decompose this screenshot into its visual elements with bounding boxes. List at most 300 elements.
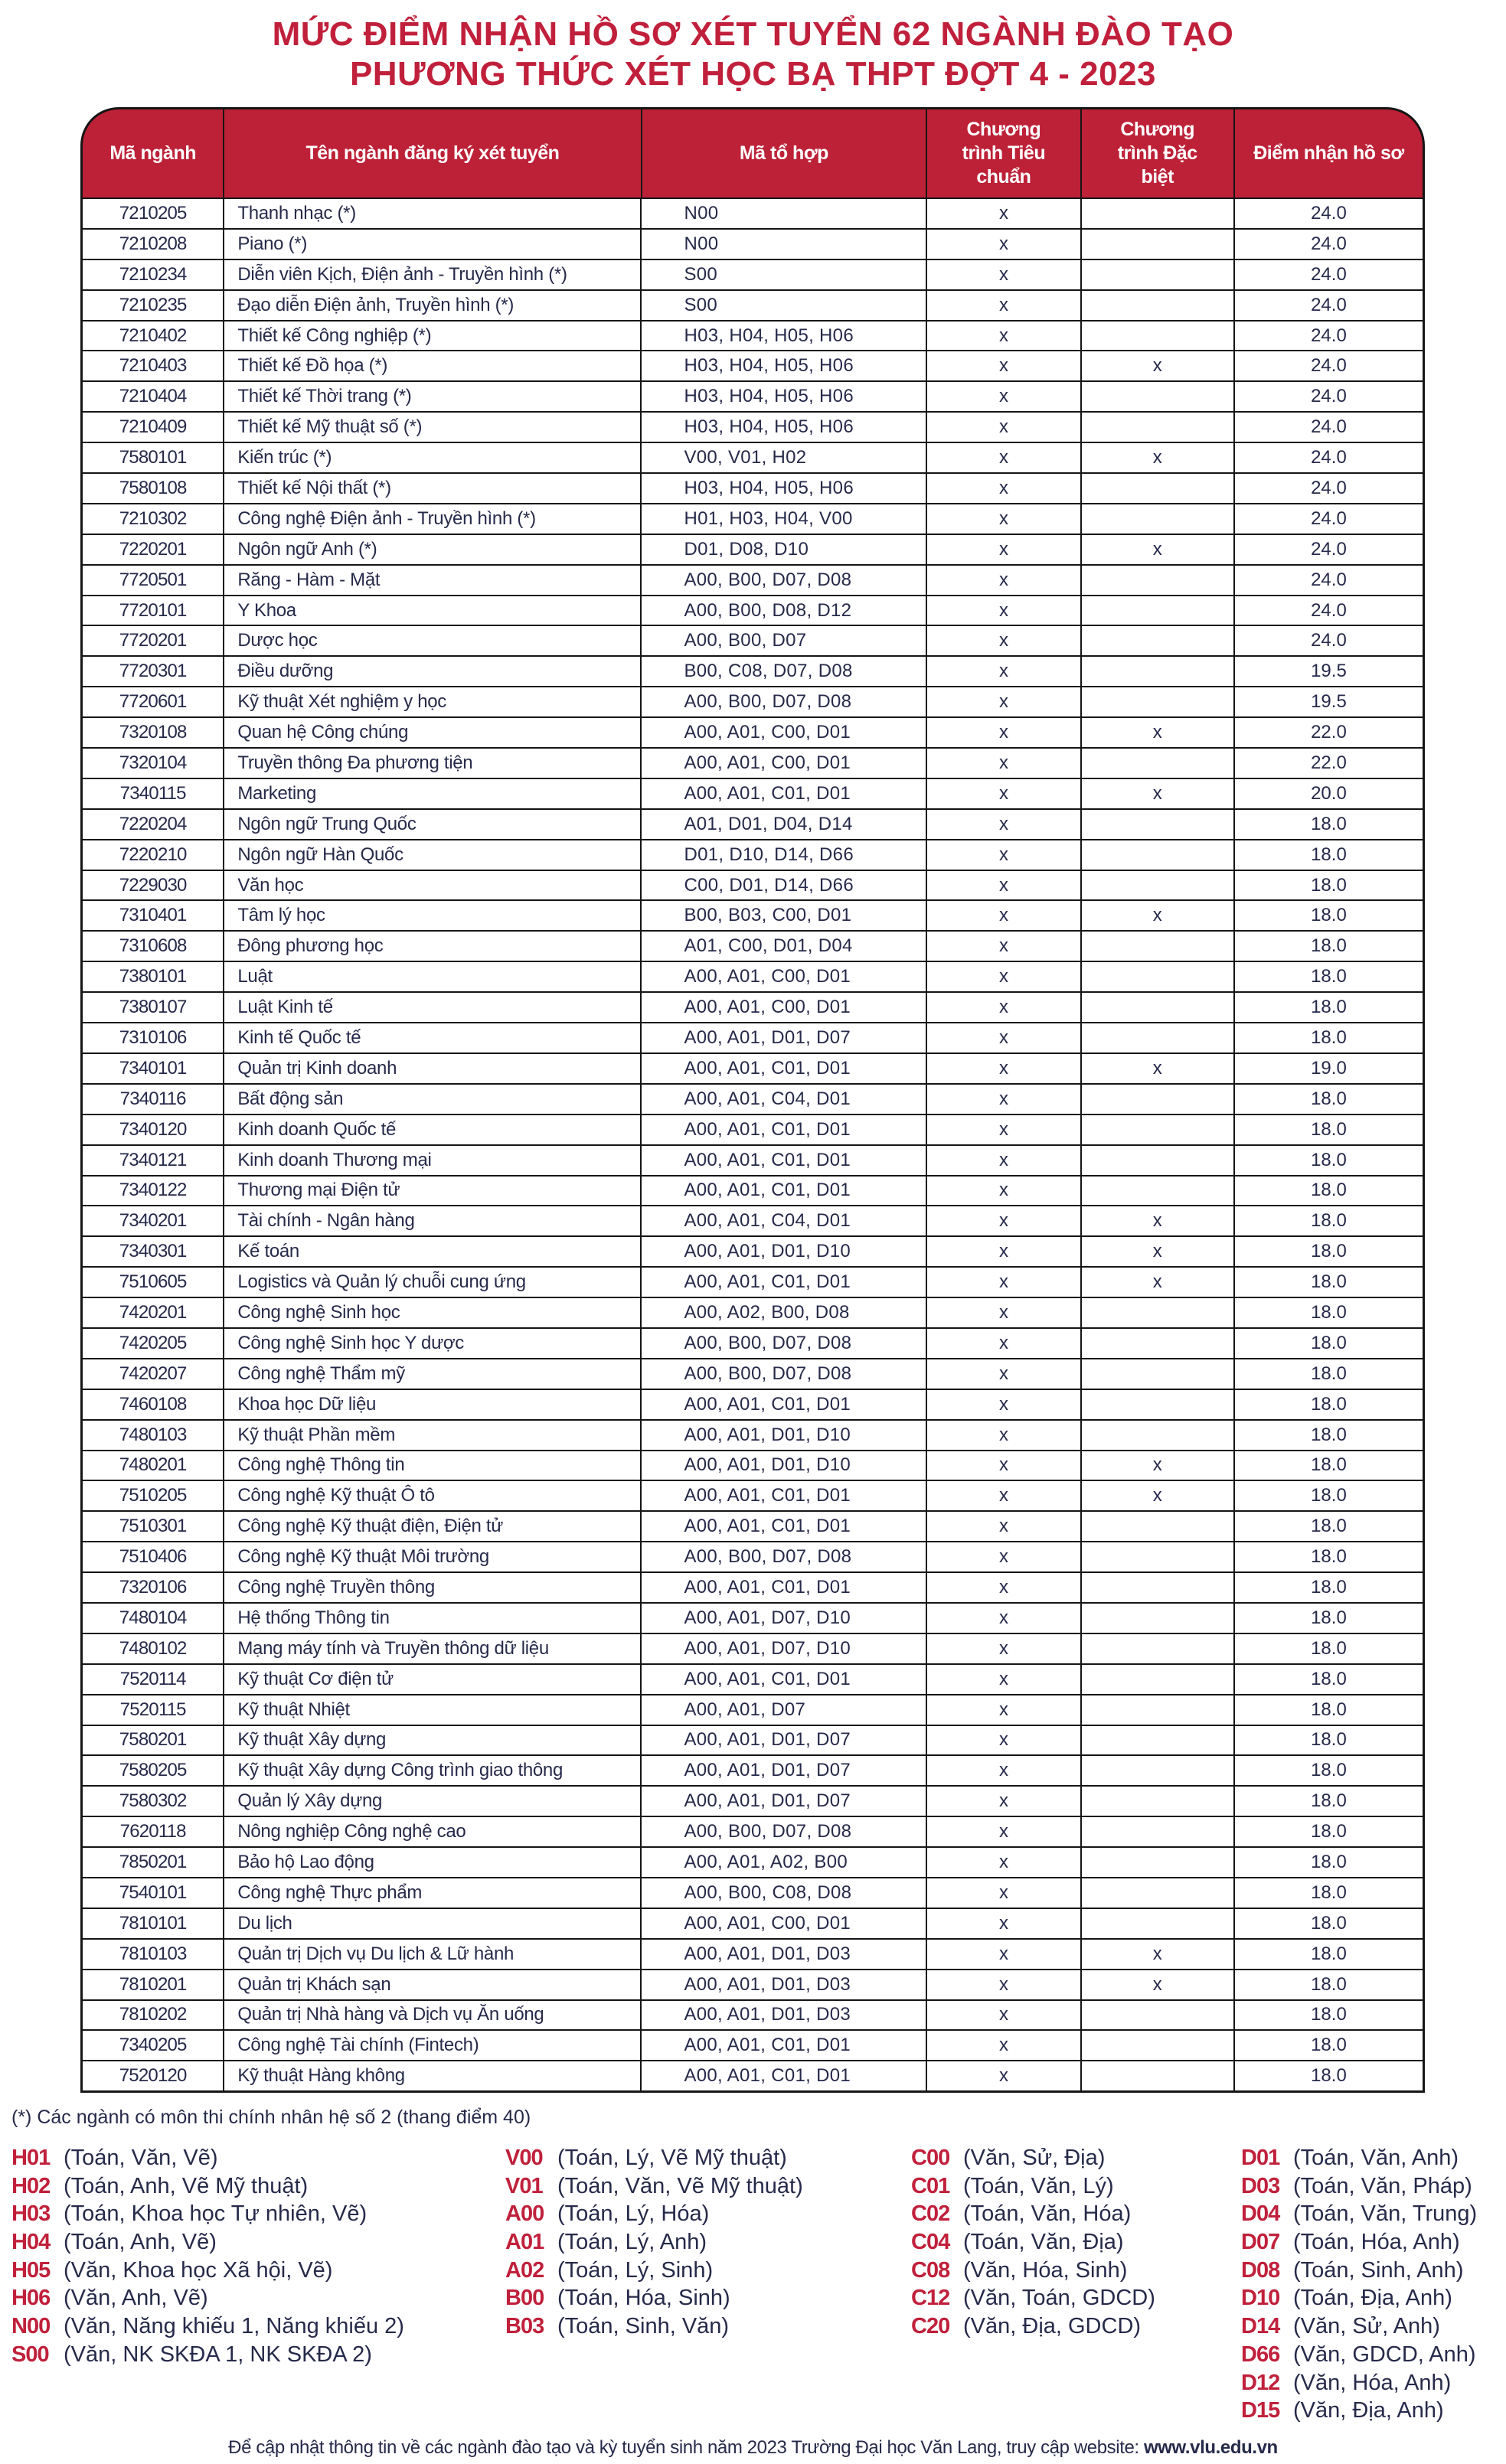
cell-standard: x (927, 840, 1081, 870)
cell-standard: x (927, 1878, 1081, 1908)
cell-standard: x (927, 1085, 1081, 1114)
cell-score: 24.0 (1311, 386, 1347, 407)
cell-name: Răng - Hàm - Mặt (224, 566, 642, 595)
cell-name: Kỹ thuật Xét nghiệm y học (224, 687, 642, 716)
cell-standard: x (927, 1970, 1081, 1999)
cell-standard: x (927, 1451, 1081, 1480)
legend-item (911, 2172, 1155, 2201)
cell-combo: A00, A01, D01, D10 (642, 1237, 927, 1266)
cell-code: 7340101 (83, 1054, 224, 1083)
legend-description: (Văn, Toán, GDCD) (963, 2286, 1155, 2311)
table-row (83, 1389, 1423, 1419)
cell-combo: A00, B00, D07, D08 (642, 1359, 927, 1389)
legend-description: (Toán, Lý, Sinh) (557, 2257, 714, 2283)
legend-description: (Toán, Văn, Lý) (963, 2173, 1114, 2198)
cell-name: Công nghệ Sinh học Y dược (224, 1329, 642, 1358)
cell-name: Kinh tế Quốc tế (224, 1023, 642, 1053)
cell-standard: x (927, 443, 1081, 472)
legend-item (911, 2200, 1155, 2228)
cell-code: 7310608 (83, 932, 224, 961)
cell-combo: A00, B00, D08, D12 (642, 596, 927, 625)
table-row (83, 1419, 1423, 1450)
table-row (83, 1022, 1423, 1053)
cell-special (1082, 626, 1235, 655)
cell-special (1082, 1329, 1235, 1358)
cell-special: x (1082, 1940, 1235, 1969)
cell-special (1082, 1848, 1235, 1877)
cell-score: 18.0 (1311, 1760, 1347, 1781)
cell-code: 7380101 (83, 962, 224, 991)
cell-score: 18.0 (1311, 1881, 1347, 1903)
cell-combo: A00, B00, D07, D08 (642, 1329, 927, 1358)
cell-combo: A00, A01, D01, D10 (642, 1421, 927, 1450)
cell-score: 19.5 (1311, 661, 1347, 682)
cell-standard: x (927, 1665, 1081, 1694)
cell-code: 7810103 (83, 1940, 224, 1969)
table-row (83, 2060, 1423, 2090)
cell-name: Kinh doanh Quốc tế (224, 1115, 642, 1144)
legend-description: (Toán, Sinh, Anh) (1293, 2257, 1464, 2283)
cell-code: 7210234 (83, 260, 224, 289)
legend-item (911, 2228, 1155, 2257)
cell-special (1082, 321, 1235, 351)
cell-special: x (1082, 779, 1235, 808)
cell-special (1082, 1787, 1235, 1816)
table-row (83, 320, 1423, 351)
cell-name: Kỹ thuật Hàng không (224, 2061, 642, 2090)
header-combo: Mã tổ hợp (642, 109, 928, 197)
cell-special (1082, 1604, 1235, 1633)
cell-combo: N00 (642, 199, 927, 228)
cell-combo: A01, D01, D04, D14 (642, 810, 927, 839)
cell-special (1082, 1390, 1235, 1419)
cell-score: 24.0 (1311, 599, 1347, 621)
cell-combo: C00, D01, D14, D66 (642, 871, 927, 900)
cell-special (1082, 1665, 1235, 1694)
cell-combo: A00, A01, C01, D01 (642, 2061, 927, 2090)
cell-standard: x (927, 1604, 1081, 1633)
cell-name: Kỹ thuật Nhiệt (224, 1695, 642, 1725)
cell-code: 7580201 (83, 1726, 224, 1755)
legend-code: N00 (11, 2314, 51, 2339)
legend-code: D01 (1241, 2146, 1280, 2170)
cell-standard: x (927, 535, 1081, 564)
cell-combo: S00 (642, 260, 927, 289)
table-row (83, 625, 1423, 655)
cell-code: 7850201 (83, 1848, 224, 1877)
cell-name: Truyền thông Đa phương tiện (224, 749, 642, 778)
legend-code: H01 (11, 2146, 51, 2170)
cell-special (1082, 504, 1235, 534)
cell-name: Kế toán (224, 1237, 642, 1266)
table-row (83, 1725, 1423, 1755)
cell-code: 7810101 (83, 1909, 224, 1938)
cell-special (1082, 1177, 1235, 1206)
legend-description: (Văn, Hóa, Anh) (1293, 2370, 1452, 2395)
cell-score: 18.0 (1311, 2004, 1347, 2025)
legend-item (505, 2200, 803, 2228)
cell-standard: x (927, 962, 1081, 991)
cell-standard: x (927, 626, 1081, 655)
cell-name: Kỹ thuật Cơ điện tử (224, 1665, 642, 1694)
cell-code: 7210402 (83, 321, 224, 351)
cell-name: Thương mại Điện tử (224, 1177, 642, 1206)
legend-description: (Toán, Lý, Vẽ Mỹ thuật) (557, 2146, 787, 2170)
cell-code: 7380107 (83, 993, 224, 1022)
cell-special: x (1082, 443, 1235, 472)
cell-combo: A00, A01, C01, D01 (642, 1665, 927, 1694)
cell-code: 7210403 (83, 351, 224, 380)
cell-combo: A00, A01, D01, D03 (642, 1940, 927, 1969)
cell-combo: A00, A01, D01, D07 (642, 1756, 927, 1785)
cell-name: Ngôn ngữ Anh (*) (224, 535, 642, 564)
cell-code: 7340122 (83, 1177, 224, 1206)
table-row (83, 686, 1423, 716)
header-name: Tên ngành đăng ký xét tuyển (224, 109, 642, 197)
cell-standard: x (927, 1237, 1081, 1266)
table-row (83, 534, 1423, 564)
cell-name: Khoa học Dữ liệu (224, 1390, 642, 1419)
table-row (83, 655, 1423, 686)
cell-standard: x (927, 779, 1081, 808)
cell-standard: x (927, 1909, 1081, 1938)
cell-code: 7510301 (83, 1512, 224, 1541)
legend-description: (Văn, Năng khiếu 1, Năng khiếu 2) (64, 2314, 404, 2339)
cell-code: 7480103 (83, 1421, 224, 1450)
legend-description: (Toán, Sinh, Văn) (557, 2314, 730, 2339)
cell-combo: A00, A01, C01, D01 (642, 1177, 927, 1206)
legend-code: C12 (911, 2286, 950, 2311)
cell-special (1082, 1634, 1235, 1663)
legend-description: (Toán, Hóa, Sinh) (557, 2286, 730, 2311)
cell-score: 18.0 (1311, 1454, 1347, 1476)
cell-code: 7340121 (83, 1146, 224, 1175)
legend-description: (Văn, Anh, Vẽ) (64, 2286, 208, 2311)
cell-combo: A00, A01, C00, D01 (642, 718, 927, 747)
table-row (83, 259, 1423, 289)
cell-score: 18.0 (1311, 1699, 1347, 1720)
cell-name: Công nghệ Điện ảnh - Truyền hình (*) (224, 504, 642, 534)
table-row (83, 1571, 1423, 1602)
cell-name: Marketing (224, 779, 642, 808)
table-row (83, 1327, 1423, 1358)
table-body (80, 197, 1425, 2093)
cell-special (1082, 1359, 1235, 1389)
legend-description: (Văn, Địa, GDCD) (963, 2314, 1142, 2339)
legend-column-c (911, 2144, 1155, 2341)
cell-name: Công nghệ Kỹ thuật điện, Điện tử (224, 1512, 642, 1541)
cell-combo: A00, B00, D07, D08 (642, 687, 927, 716)
legend-code: C04 (911, 2230, 950, 2255)
table-row (83, 1663, 1423, 1694)
cell-score: 24.0 (1311, 507, 1347, 529)
table-row (83, 930, 1423, 961)
table-row (83, 1450, 1423, 1480)
table-row (83, 1846, 1423, 1877)
cell-standard: x (927, 382, 1081, 411)
table-row (83, 411, 1423, 442)
cell-code: 7480201 (83, 1451, 224, 1480)
header-standard-program (927, 109, 1081, 197)
cell-score: 24.0 (1311, 630, 1347, 651)
cell-special (1082, 199, 1235, 228)
cell-standard: x (927, 1695, 1081, 1725)
table-row (83, 1633, 1423, 1663)
cell-standard: x (927, 1756, 1081, 1785)
legend-description: (Toán, Văn, Vẽ) (64, 2146, 218, 2170)
cell-name: Mạng máy tính và Truyền thông dữ liệu (224, 1634, 642, 1663)
cell-score: 18.0 (1311, 1180, 1347, 1201)
cell-score: 18.0 (1311, 1271, 1347, 1293)
cell-special (1082, 810, 1235, 839)
cell-standard: x (927, 749, 1081, 778)
cell-special: x (1082, 1481, 1235, 1510)
cell-combo: A00, A01, C01, D01 (642, 1054, 927, 1083)
cell-special (1082, 1115, 1235, 1144)
cell-standard: x (927, 1268, 1081, 1297)
cell-special: x (1082, 1237, 1235, 1266)
table-row (83, 1908, 1423, 1938)
cell-code: 7580302 (83, 1787, 224, 1816)
legend-description: (Toán, Anh, Vẽ Mỹ thuật) (64, 2173, 309, 2198)
cell-combo: A00, A01, D01, D03 (642, 1970, 927, 1999)
table-row (83, 839, 1423, 870)
legend-item (11, 2341, 404, 2369)
cell-special (1082, 1756, 1235, 1785)
cell-name: Công nghệ Thẩm mỹ (224, 1359, 642, 1389)
legend-code: D66 (1241, 2342, 1280, 2367)
cell-combo: A00, B00, D07 (642, 626, 927, 655)
cell-code: 7320104 (83, 749, 224, 778)
cell-combo: D01, D10, D14, D66 (642, 840, 927, 870)
cell-combo: A00, B00, C08, D08 (642, 1878, 927, 1908)
cell-code: 7220204 (83, 810, 224, 839)
cell-standard: x (927, 2031, 1081, 2060)
cell-code: 7210404 (83, 382, 224, 411)
cell-standard: x (927, 596, 1081, 625)
cell-combo: B00, C08, D07, D08 (642, 657, 927, 686)
cell-special (1082, 1909, 1235, 1938)
cell-special (1082, 1573, 1235, 1602)
legend-description: (Toán, Văn, Anh) (1293, 2146, 1459, 2170)
cell-standard: x (927, 1787, 1081, 1816)
cell-standard: x (927, 1177, 1081, 1206)
legend-description: (Toán, Địa, Anh) (1293, 2286, 1452, 2311)
cell-name: Thiết kế Mỹ thuật số (*) (224, 413, 642, 442)
cell-standard: x (927, 566, 1081, 595)
legend-description: (Toán, Lý, Anh) (557, 2230, 707, 2255)
cell-standard: x (927, 1940, 1081, 1969)
legend-code: S00 (11, 2342, 49, 2367)
cell-special: x (1082, 535, 1235, 564)
legend-code: D03 (1241, 2173, 1280, 2198)
legend-item (1241, 2341, 1477, 2369)
table-row (83, 778, 1423, 808)
cell-score: 24.0 (1311, 263, 1347, 285)
table-row (83, 350, 1423, 380)
cell-standard: x (927, 1421, 1081, 1450)
cell-standard: x (927, 1023, 1081, 1053)
legend-item (11, 2144, 404, 2172)
cell-code: 7720601 (83, 687, 224, 716)
table-row (83, 961, 1423, 991)
cell-name: Piano (*) (224, 230, 642, 259)
legend-code: D15 (1241, 2398, 1280, 2423)
table-row (83, 1297, 1423, 1327)
cell-score: 24.0 (1311, 233, 1347, 254)
page-title-line-1: MỨC ĐIỂM NHẬN HỒ SƠ XÉT TUYỂN 62 NGÀNH ĐÀO TẠO (272, 15, 1234, 53)
cell-code: 7340116 (83, 1085, 224, 1114)
legend-code: D04 (1241, 2201, 1280, 2227)
cell-name: Quản trị Nhà hàng và Dịch vụ Ăn uống (224, 2001, 642, 2030)
legend-description: (Văn, Địa, Anh) (1293, 2398, 1444, 2423)
cell-code: 7320106 (83, 1573, 224, 1602)
cell-special (1082, 2001, 1235, 2030)
table-row (83, 503, 1423, 534)
legend-description: (Văn, Khoa học Xã hội, Vẽ) (64, 2257, 333, 2283)
legend-description: (Toán, Văn, Địa) (963, 2230, 1124, 2255)
table-row (83, 1480, 1423, 1510)
cell-name: Điều dưỡng (224, 657, 642, 686)
legend-code: C01 (911, 2173, 950, 2198)
website-link[interactable]: www.vlu.edu.vn (1143, 2437, 1278, 2458)
legend-column-v-a-b (505, 2144, 803, 2341)
table-row (83, 595, 1423, 625)
cell-score: 19.5 (1311, 691, 1347, 713)
header-special-program (1082, 109, 1235, 197)
legend-code: A00 (505, 2201, 544, 2227)
cell-name: Kỹ thuật Xây dựng Công trình giao thông (224, 1756, 642, 1785)
legend-item (911, 2284, 1155, 2312)
cell-code: 7810202 (83, 2001, 224, 2030)
cell-score: 20.0 (1311, 782, 1347, 804)
cell-name: Văn học (224, 871, 642, 900)
cell-score: 18.0 (1311, 1577, 1347, 1598)
cell-combo: A00, A01, D01, D07 (642, 1787, 927, 1816)
cell-standard: x (927, 1359, 1081, 1389)
cell-standard: x (927, 993, 1081, 1022)
table-row (83, 1969, 1423, 1999)
cell-code: 7210409 (83, 413, 224, 442)
cell-special: x (1082, 1451, 1235, 1480)
cell-standard: x (927, 413, 1081, 442)
cell-code: 7310401 (83, 901, 224, 930)
cell-score: 24.0 (1311, 325, 1347, 346)
cell-standard: x (927, 871, 1081, 900)
cell-special (1082, 687, 1235, 716)
legend-code: C02 (911, 2201, 950, 2227)
cell-name: Đông phương học (224, 932, 642, 961)
table-row (83, 472, 1423, 503)
legend-item (505, 2257, 803, 2285)
cell-special (1082, 1542, 1235, 1571)
cell-combo: A01, C00, D01, D04 (642, 932, 927, 961)
cell-code: 7580101 (83, 443, 224, 472)
legend-description: (Toán, Lý, Hóa) (557, 2201, 710, 2227)
cell-score: 24.0 (1311, 538, 1347, 560)
cell-name: Luật Kinh tế (224, 993, 642, 1022)
legend-description: (Toán, Khoa học Tự nhiên, Vẽ) (64, 2201, 368, 2227)
cell-standard: x (927, 321, 1081, 351)
cell-combo: A00, A01, C01, D01 (642, 2031, 927, 2060)
legend-item (1241, 2284, 1477, 2312)
legend-code: C20 (911, 2314, 950, 2339)
cell-special (1082, 1512, 1235, 1541)
cell-name: Thiết kế Đồ họa (*) (224, 351, 642, 380)
cell-combo: H03, H04, H05, H06 (642, 351, 927, 380)
cell-special: x (1082, 1054, 1235, 1083)
cell-special (1082, 962, 1235, 991)
cell-combo: A00, A01, D01, D03 (642, 2001, 927, 2030)
table-row (83, 442, 1423, 472)
cell-name: Luật (224, 962, 642, 991)
legend-item (1241, 2397, 1477, 2425)
cell-combo: A00, B00, D07, D08 (642, 1542, 927, 1571)
cell-standard: x (927, 1146, 1081, 1175)
cell-special: x (1082, 901, 1235, 930)
cell-code: 7210205 (83, 199, 224, 228)
cell-score: 18.0 (1311, 2065, 1347, 2087)
cell-code: 7720101 (83, 596, 224, 625)
cell-special (1082, 413, 1235, 442)
cell-name: Quản trị Dịch vụ Du lịch & Lữ hành (224, 1940, 642, 1969)
cell-standard: x (927, 932, 1081, 961)
cell-code: 7229030 (83, 871, 224, 900)
cell-name: Bất động sản (224, 1085, 642, 1114)
legend-description: (Văn, Hóa, Sinh) (963, 2257, 1128, 2283)
legend-code: V01 (505, 2173, 543, 2198)
cell-score: 18.0 (1311, 2035, 1347, 2056)
cell-code: 7420201 (83, 1298, 224, 1327)
table-header (80, 107, 1425, 197)
cell-code: 7580108 (83, 474, 224, 503)
cell-score: 22.0 (1311, 722, 1347, 743)
cell-name: Y Khoa (224, 596, 642, 625)
cell-standard: x (927, 687, 1081, 716)
table-row (83, 1053, 1423, 1083)
cell-special (1082, 1817, 1235, 1846)
legend-column-h (11, 2144, 404, 2369)
cell-score: 18.0 (1311, 1241, 1347, 1262)
cell-score: 18.0 (1311, 1393, 1347, 1415)
cell-special (1082, 596, 1235, 625)
legend-column-d (1241, 2144, 1477, 2425)
legend-item (1241, 2228, 1477, 2257)
cell-code: 7340115 (83, 779, 224, 808)
cell-standard: x (927, 199, 1081, 228)
legend-item (911, 2144, 1155, 2172)
cell-score: 18.0 (1311, 1485, 1347, 1506)
cell-score: 18.0 (1311, 1821, 1347, 1842)
cell-name: Kiến trúc (*) (224, 443, 642, 472)
cell-special: x (1082, 1206, 1235, 1235)
cell-name: Quan hệ Công chúng (224, 718, 642, 747)
cell-score: 18.0 (1311, 1026, 1347, 1048)
legend-description: (Văn, GDCD, Anh) (1293, 2342, 1476, 2367)
table-row (83, 1175, 1423, 1206)
legend-item (1241, 2144, 1477, 2172)
cell-name: Thiết kế Công nghiệp (*) (224, 321, 642, 351)
legend-code: H02 (11, 2173, 51, 2198)
cell-special (1082, 474, 1235, 503)
cell-combo: H03, H04, H05, H06 (642, 382, 927, 411)
cell-combo: A00, A01, C00, D01 (642, 993, 927, 1022)
cell-combo: A00, A01, C00, D01 (642, 1909, 927, 1938)
footnote: (*) Các ngành có môn thi chính nhân hệ số 2 (thang điểm 40) (11, 2107, 531, 2128)
cell-standard: x (927, 1634, 1081, 1663)
table-row (83, 197, 1423, 228)
cell-special (1082, 382, 1235, 411)
